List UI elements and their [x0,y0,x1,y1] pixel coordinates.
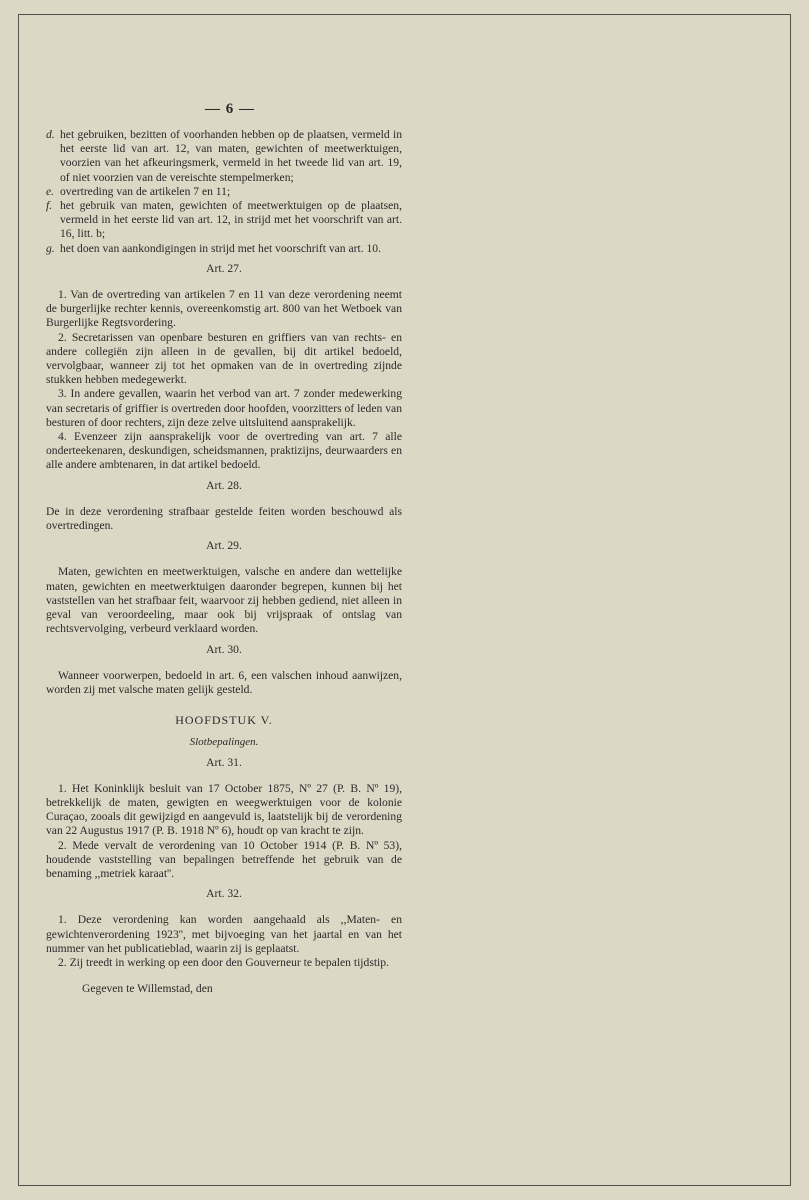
list-label: d. [46,128,55,141]
article-31-para-2: 2. Mede vervalt de verordening van 10 October 1914 (P. B. Nº 53), houdende vaststelling van bepalingen betreffende het gebruik van de benaming ,,metriek karaat''. [46,838,402,880]
article-27-para-1: 1. Van de overtreding van artikelen 7 en 11 van deze verordening neemt de burgerlijke rechter kennis, overeenkomstig art. 800 van het Wetboek van Burgerlijke Regtsvordering. [46,288,402,330]
article-27-para-3: 3. In andere gevallen, waarin het verbod van art. 7 zonder medewerking van secretaris of griffier is overtreden door hoofden, voorzitters of leden van besturen of door rechters, zijn deze zelve uitsluitend aansprakelijk. [46,387,402,429]
article-32-para-2: 2. Zij treedt in werking op een door den Gouverneur te bepalen tijdstip. [58,955,389,969]
list-text: overtreding van de artikelen 7 en 11; [60,184,231,198]
article-heading-29: Art. 29. [206,539,242,553]
list-label: f. [46,199,53,213]
list-item-d [46,128,402,185]
chapter-subtitle: Slotbepalingen. [189,736,259,749]
article-heading-31: Art. 31. [206,755,242,769]
list-label: e. [46,184,55,198]
list-label: g. [46,241,55,255]
article-heading-27: Art. 27. [206,261,242,275]
article-28-text: De in deze verordening strafbaar gestelde feiten worden beschouwd als overtredingen. [46,504,402,533]
list-text: het doen van aankondigingen in strijd met het voorschrift van art. 10. [60,241,382,255]
article-31-para-1: 1. Het Koninklijk besluit van 17 October 1875, Nº 27 (P. B. Nº 19), betrekkelijk de maten, gewigten en weegwerktuigen voor de kolonie Curaçao, zooals dit gewijzigd en aangevuld is, laatstelijk bij de verordening van 22 Augustus 1917 (P. B. 1918 Nº 6), houdt op van kracht te zijn. [46,781,402,838]
article-27-para-4: 4. Evenzeer zijn aansprakelijk voor de overtreding van art. 7 alle onderteekenaren, deskundigen, scheidsmannen, praktizijns, deurwaarders en alle andere ambtenaren, in dat artikel bedoeld. [46,430,402,472]
list-text: het gebruiken, bezitten of voorhanden hebben op de plaatsen, vermeld in het eerste lid van art. 12, van maten, gewichten of meetwerktuigen, voorzien van het afkeuringsmerk, vermeld in het tweede lid van art. 19, of niet voorzien van de vereischte stempelmerken; [60,128,402,184]
closing-line: Gegeven te Willemstad, den [82,982,213,996]
page-number: — 6 — [205,101,255,117]
article-32-para-1: 1. Deze verordening kan worden aangehaald als ,,Maten- en gewichtenverordening 1923'', met bijvoeging van het jaartal en van het nummer van het publicatieblad, waarin zij is geplaatst. [46,913,402,955]
article-30-text: Wanneer voorwerpen, bedoeld in art. 6, een valschen inhoud aanwijzen, worden zij met valsche maten gelijk gesteld. [46,668,402,696]
list-item-f [46,199,402,242]
article-heading-32: Art. 32. [206,887,242,901]
article-heading-30: Art. 30. [206,642,242,656]
article-27-para-2: 2. Secretarissen van openbare besturen en griffiers van van rechts- en andere collegiën zijn alleen in de gevallen, bij dit artikel bedoeld, vervolgbaar, wanneer zij tot het opmaken van de in overtreding zijnde stukken hebben medegewerkt. [46,330,402,387]
article-heading-28: Art. 28. [206,478,242,492]
list-item-e [46,185,402,199]
article-29-text: Maten, gewichten en meetwerktuigen, valsche en andere dan wettelijke maten, gewichten en meetwerktuigen daaronder begrepen, kunnen bij het vaststellen van het strafbaar feit, waarvoor zij hebben gediend, niet alleen in geval van veroordeeling, maar ook bij vrijspraak of ontslag van rechtsvervolging, verbeurd verklaard worden. [46,565,402,636]
document-body [46,128,402,996]
list-text: het gebruik van maten, gewichten of meetwerktuigen op de plaatsen, vermeld in het eerste lid van art. 12, in strijd met het voorschrift van art. 16, litt. b; [60,199,402,241]
chapter-title: HOOFDSTUK V. [175,713,273,728]
list-item-g [46,242,402,256]
